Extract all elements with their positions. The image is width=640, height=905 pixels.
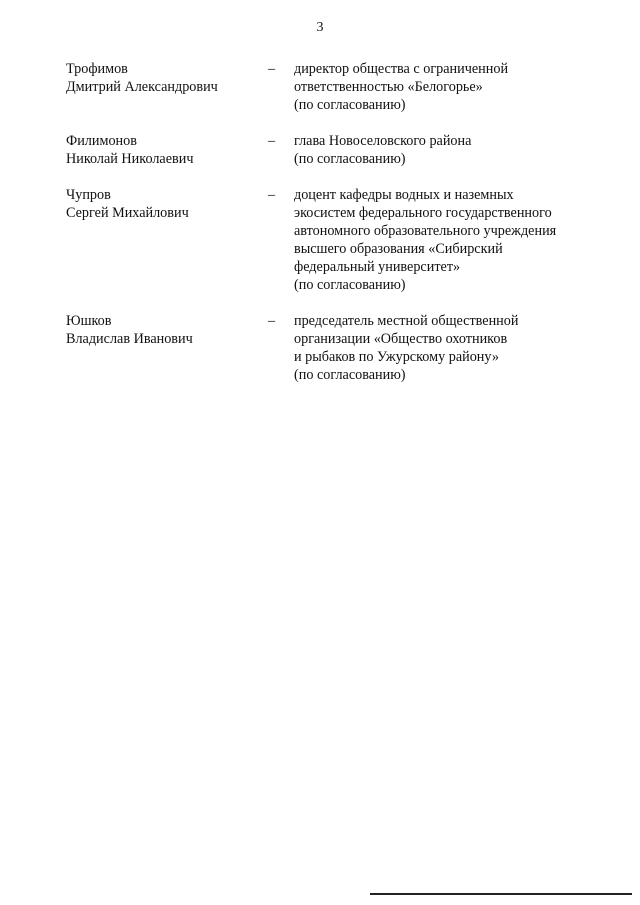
role-line: организации «Общество охотников — [294, 331, 508, 347]
role-line: ответственностью «Белогорье» — [294, 79, 483, 95]
separator-dash: – — [268, 313, 276, 329]
member-given-name: Владислав Иванович — [66, 331, 193, 347]
page-number: 3 — [316, 20, 324, 35]
signature-line — [370, 893, 632, 895]
role-line: (по согласованию) — [294, 97, 406, 113]
separator-dash: – — [268, 61, 276, 77]
member-role — [294, 312, 586, 384]
role-line: (по согласованию) — [294, 151, 406, 167]
member-role — [294, 132, 586, 168]
member-surname: Юшков — [66, 313, 112, 329]
role-line: (по согласованию) — [294, 277, 406, 293]
member-given-name: Николай Николаевич — [66, 151, 194, 167]
role-line: и рыбаков по Ужурскому району» — [294, 349, 499, 365]
role-line: глава Новоселовского района — [294, 133, 472, 149]
role-line: экосистем федерального государственного — [294, 205, 552, 221]
member-name — [66, 312, 268, 348]
members-list — [66, 60, 586, 402]
member-entry — [66, 132, 586, 168]
member-name — [66, 132, 268, 168]
role-line: доцент кафедры водных и наземных — [294, 187, 514, 203]
member-given-name: Дмитрий Александрович — [66, 79, 218, 95]
member-entry — [66, 312, 586, 384]
member-name — [66, 60, 268, 96]
separator-dash: – — [268, 133, 276, 149]
member-entry — [66, 186, 586, 294]
role-line: автономного образовательного учреждения — [294, 223, 557, 239]
role-line: высшего образования «Сибирский — [294, 241, 503, 257]
member-role — [294, 186, 586, 294]
member-name — [66, 186, 268, 222]
role-line: (по согласованию) — [294, 367, 406, 383]
role-line: председатель местной общественной — [294, 313, 519, 329]
member-surname: Чупров — [66, 187, 111, 203]
member-given-name: Сергей Михайлович — [66, 205, 189, 221]
role-line: федеральный университет» — [294, 259, 461, 275]
role-line: директор общества с ограниченной — [294, 61, 509, 77]
member-surname: Трофимов — [66, 61, 128, 77]
member-surname: Филимонов — [66, 133, 137, 149]
member-entry — [66, 60, 586, 114]
separator-dash: – — [268, 187, 276, 203]
member-role — [294, 60, 586, 114]
